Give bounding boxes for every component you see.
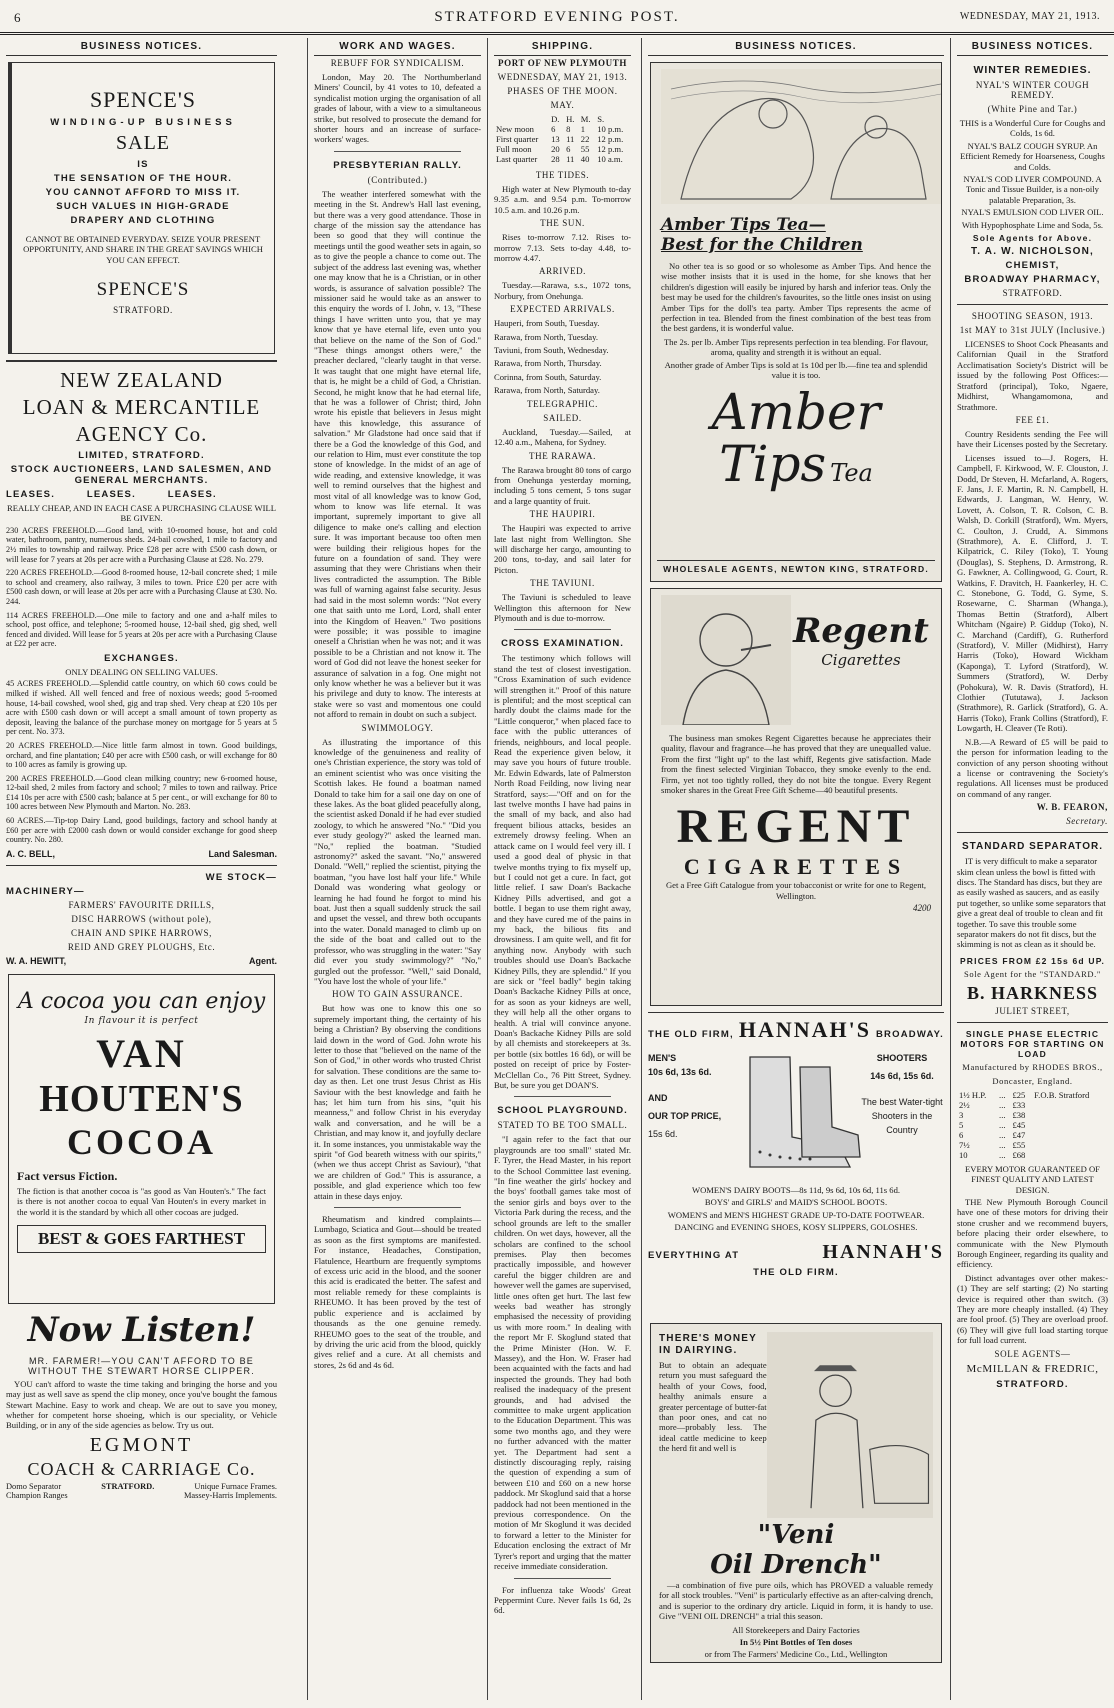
column-5	[950, 38, 1114, 1700]
veni-name-2: Oil Drench"	[710, 1550, 882, 1580]
broadway-pharmacy: BROADWAY PHARMACY,	[964, 274, 1101, 286]
winter-heading: WINTER REMEDIES.	[973, 64, 1092, 76]
winter-line: NYAL'S COD LIVER COMPOUND. A Tonic and Tissue Builder, is a non-oily palatable Preparation, 3s.	[963, 174, 1102, 205]
hewitt-agent: Agent.	[249, 955, 277, 966]
table-row	[957, 1150, 1108, 1160]
moon-cell: 28	[551, 154, 560, 164]
separator-sole: Sole Agent for the "STANDARD."	[964, 968, 1101, 979]
haupiri-body: The Haupiri was expected to arrive late last night from Wellington. She will discharge her cargo, amounting to 200 tons, to-day, and sail later for Picton.	[494, 523, 631, 575]
table-row	[494, 154, 631, 164]
motor-cell	[1032, 1100, 1108, 1110]
hewitt-name: W. A. HEWITT,	[6, 955, 67, 966]
rheumo-body: Rheumatism and kindred complaints—Lumbago, Sciatica and Gout—should be treated as soon as the first symptoms are manifested. For instance, Headaches, Constipation, Flatulence, Heartburn are frequently symptoms of excess uric acid in the blood, and the sooner this acid is eradicated the better. The safest and most reliable remedy for these complaints is RHEUMO. It has been proved by the test of public experience and is acclaimed by thousands as the one genuine remedy. RHEUMO goes to the seat of the trouble, and by driving the uric acid from the blood, quickly gives relief and a cure. At all chemists and stores, 2s 6d and 4s 6d.	[314, 1214, 481, 1370]
nzl-item: 230 ACRES FREEHOLD.—Good land, with 10-roomed house, hot and cold water, bathroom, pantry, numerous sheds. 24-bail cowshed, 1 mile to factory and 2½ miles to township and railway. Price £28 per acre with £500 cash down, or will lease for 7 years at 20s per acre with a Purchasing Clause at £28. No. 279.	[6, 525, 277, 564]
motor-cell: ...	[999, 1129, 1006, 1140]
table-row	[494, 124, 631, 134]
table-row	[957, 1130, 1108, 1140]
hannah-line: DANCING and EVENING SHOES, KOSY SLIPPERS, GOLOSHES.	[674, 1222, 918, 1233]
nicholson-chemist: CHEMIST,	[1005, 260, 1060, 272]
spence-name: SPENCE'S	[89, 87, 197, 112]
moon-cell: 6	[551, 124, 556, 134]
egmont-foot: Unique Furnace Frames.	[194, 1481, 277, 1491]
nzl-intro: REALLY CHEAP, AND IN EACH CASE A PURCHASING CLAUSE WILL BE GIVEN.	[7, 503, 276, 524]
vh-fact-body: The fiction is that another cocoa is "as good as Van Houten's." The fact is there is not another cocoa to equal Van Houten's in every market in the world it is the standard by which all other cocoas are judged.	[17, 1185, 266, 1217]
egmont-name-2: COACH & CARRIAGE Co.	[27, 1458, 256, 1479]
egmont-headline: MR. FARMER!—YOU CAN'T AFFORD TO BE WITHOUT THE STEWART HORSE CLIPPER.	[28, 1355, 255, 1376]
moon-cell: 6	[566, 144, 571, 154]
school-body: "I again refer to the fact that our playgrounds are too small" stated Mr. F. Tyrer, the Head Master, in his report to the School Committee last evening. "In fine weather the girls' hockey and the boys' football games take most of the senior girls and boys over to the Victoria Park during the recess, and the school grounds are left to the smaller children. On wet days, however, all the scholars are confined to the school premises. Play then becomes practically impossible, and however careful the bigger children are and however well the games are supervised, little ones often get hurt. The last few weeks bad weather has strongly emphasised the necessity of providing us with more room." In dealing with the report Mr F. Skoglund stated that the Prime Minister (Hon. W. F. Massey), and the Hon. W. Fraser had been acquainted with the facts and had inspected the grounds. They had both realised the inadequacy of the present grounds, and had advised the committee to make urgent application to the Education Department. This was some two months ago, and they were no further advanced with the matter yet. The Department had sent a distinctly discouraging reply, raising the question of expending a sum of between £10 and £60 on a new horse paddock. Mr Skoglund said that a horse paddock had not been mentioned in the previous correspondence. On the motion of Mr Skoglund it was decided to forward a letter to the Minister for Education enclosing the extract of Mr Tyrer's report and urging that the matter receive immediate consideration.	[494, 1134, 631, 1572]
regent-logo: Regent	[793, 611, 929, 651]
column-1	[0, 38, 283, 1700]
column-2	[307, 38, 487, 1700]
egmont-body: YOU can't afford to waste the time taking and bringing the horse and you may just as well save as spend the clip money, once you've bought the famous Stewart Machine. Easy to work and cheap. We are out to save you money, whether for competent horse shoeing, which is our speciality, or Vehicle Building, or in any of the side agencies as below. Try us out.	[6, 1378, 277, 1431]
harkness-name: B. HARKNESS	[966, 982, 1099, 1003]
presbyterian-body: The weather interfered somewhat with the meeting in the St. Andrew's Hall last evening, but there was a very good attendance. Those in charge of the mission say the attendance has been so good that they will continue the meetings until the good weather sets in again, so as to give the people a chance to come out. The subject of the address last evening was, whether one may know that he is a Christian, or in other words, is assurance of salvation possible? The missioner said he would take as an answer to this enquiry the words of I. John, v. 13, "These things I have written unto you, that ye may know that ye have eternal life, even unto you that believe on the name of the Son of God." "These things amongst others were," the preacher declared, "clearly taught in that verse. It was taught that one might have eternal life, that is, he might be a child of God, a Christian. Second, he might know that he had eternal life, that he was a follower of Christ; third, John wrote his epistle that believers in Jesus might have this knowledge, this assurance of salvation." Mr Gladstone had once said that if there be a God the knowledge of this God, and our relation to Him, must ever constitute the top stone of knowledge. In the midst of an age of wide reading, and extensive knowledge, it was well to remind ourselves that the highest and most vital of all knowledge was to know God, whom to know was life eternal. It was important, supremely important to give all diligence to make one's calling and election sure. It was important because too often men were building their religious hopes for the future on a foundation of sand. They were assuming that they were Christians when their lives contradicted the assumption. The Bible was full of warning against false security. Jesus had said in the most solemn words: "Not every one that saith unto me Lord, Lord, shall enter into the Kingdom of Heaven." Two positions were possible; it was possible to imagine oneself a Christian when he was not; and it was possible to be a Christian and not know it. The word of God did not leave the honest seeker for assurance of salvation in a fog. One might not only know whether he was a believer but it was his privilege and duty to know. The interests at stake were so vast and momentous one could not afford to remain in doubt on such a subject.	[314, 188, 481, 720]
motor-cell: 5	[959, 1119, 964, 1130]
hannah-and: AND	[648, 1093, 668, 1103]
moon-cell: 40	[580, 154, 590, 164]
hannah-top-price: OUR TOP PRICE,	[648, 1111, 722, 1121]
regent-num: 4200	[913, 903, 931, 914]
amber-agents: WHOLESALE AGENTS, NEWTON KING, STRATFORD.	[657, 560, 935, 574]
influenza-note: For influenza take Woods' Great Peppermint Cure. Never fails 1s 6d, 2s 6d.	[494, 1584, 631, 1616]
tips-logo: Tips	[719, 435, 827, 494]
motor-cell: 3	[959, 1109, 964, 1120]
sun-heading: THE SUN.	[540, 218, 585, 229]
moon-col-head: D.	[551, 114, 560, 124]
presbyterian-heading: PRESBYTERIAN RALLY.	[333, 159, 462, 171]
motor-cell: £33	[1012, 1099, 1026, 1110]
spence-line-4: DRAPERY AND CLOTHING	[70, 215, 216, 226]
motor-cell: 7½	[959, 1139, 970, 1150]
hannah-shooters: SHOOTERS	[876, 1053, 928, 1063]
regent-cigarettes: Cigarettes	[821, 651, 901, 669]
moon-cell: 55	[580, 144, 590, 154]
nzl-item: 45 ACRES FREEHOLD.—Splendid cattle country, on which 60 cows could be milked if wished. All well fenced and free of noxious weeds; good 5-roomed house, 14-bail cowshed, wool shed, gig and trap shed. Very cheap at £20 10s per acre with £500 cash down or will accept a small amount of town property as deposit, leaving the balance of the purchase money on mortgage for 5 years at 5 per cent. No. 373.	[6, 679, 277, 737]
amber-heading-2: Best for the Children	[661, 235, 863, 255]
amber-body: No other tea is so good or so wholesome as Amber Tips. And hence the wise mother insists that it is used in the home, for she knows that her children's digestion will easily be injured by harsh and inferior teas. Only the best may be used for the children's favourites, so the little ones insist on using Amber Tips for the doll's tea party. Amber Tips represents the acme of perfection in tea. Blended from the finest combination of the best teas from the best gardens, it is wonderful value.	[661, 261, 931, 334]
hannah-old-firm: THE OLD FIRM,	[648, 1029, 734, 1040]
expected-item: Rarawa, from North, Saturday.	[494, 385, 600, 396]
moon-cell: First quarter	[496, 134, 539, 144]
expected-item: Hauperi, from South, Tuesday.	[494, 318, 600, 329]
boots-illustration	[740, 1047, 864, 1179]
moon-cell: 11	[566, 154, 575, 164]
sailed-body: Auckland, Tuesday.—Sailed, at 12.40 a.m., Mahena, for Sydney.	[494, 426, 631, 448]
white-pine: (White Pine and Tar.)	[987, 104, 1078, 114]
now-listen: Now Listen!	[27, 1309, 256, 1350]
fearon-title: Secretary.	[1066, 816, 1108, 827]
nzl-only: ONLY DEALING ON SELLING VALUES.	[65, 666, 218, 677]
taviuni-body: The Taviuni is scheduled to leave Wellington this afternoon for New Plymouth and is due to-morrow.	[494, 592, 631, 623]
motors-sole: SOLE AGENTS—	[994, 1348, 1071, 1359]
moon-month: MAY.	[550, 100, 575, 110]
motor-cell: £68	[1012, 1149, 1026, 1160]
assurance-body: But how was one to know this one so supremely important thing, the certainty of his being a Christian? By observing the conditions laid down in the word of God. John wrote his letter to those that "believed on the name of the Son of God," in other words who trusted Christ for salvation. These conditions are the same to-day as then. Let one trust Jesus Christ as His Saviour with the best knowledge and faith he has; let him turn from his sins, "quit his meanness," and follow Christ in his everyday walk and conversation, and he will be a Christian, and may know it, and joyfully declare it. In some instances, you unmistakable way the spirit "of God beareth witness with our spirits," (when we thus accept Christ as Saviour), "that we are children of God." This is assurance, a possible, and glad experience which too few attain in these days enjoy.	[314, 1003, 481, 1201]
nzl-bell: A. C. BELL,	[6, 848, 55, 859]
motor-cell: £38	[1012, 1109, 1026, 1120]
hannah-old-firm-2: THE OLD FIRM.	[753, 1266, 839, 1278]
regent-big-2: CIGARETTES	[683, 854, 909, 880]
rarawa-heading: THE RARAWA.	[529, 450, 596, 461]
motor-cell: ...	[999, 1149, 1006, 1160]
nzl-leases: LEASES. LEASES. LEASES.	[6, 489, 217, 500]
egmont-ad	[6, 1310, 277, 1500]
spence-line-2: YOU CANNOT AFFORD TO MISS IT.	[45, 187, 241, 198]
sun-body: Rises to-morrow 7.12. Rises to-morrow 7.13. Sets to-day 4.48, to-morrow 4.47.	[494, 232, 631, 264]
hannah-name: HANNAH'S	[738, 1017, 871, 1042]
business-notices-header: BUSINESS NOTICES.	[6, 38, 277, 56]
column-4	[641, 38, 950, 1700]
motor-cell	[1032, 1130, 1108, 1140]
egmont-foot: Champion Ranges	[6, 1490, 68, 1500]
shipping-date: WEDNESDAY, MAY 21, 1913.	[497, 72, 628, 82]
nzl-limited: LIMITED, STRATFORD.	[78, 450, 205, 461]
hewitt-stock: WE STOCK—	[205, 871, 277, 883]
motor-cell: ...	[999, 1119, 1006, 1130]
van-houtens-ad	[8, 974, 275, 1304]
issue-date: WEDNESDAY, MAY 21, 1913.	[959, 11, 1100, 22]
motor-cell: ...	[999, 1109, 1006, 1120]
harkness-street: JULIET STREET,	[995, 1005, 1070, 1016]
motors-advantages: Distinct advantages over other makes:- (1) They are self starting; (2) No starting device is required other than switch. (3) They are more cheaply installed. (4) They are fool proof. (5) They are overload proof. (6) They will give full load starting torque for full load current.	[957, 1272, 1108, 1346]
nz-loan-ad	[6, 360, 277, 966]
motor-cell	[1032, 1110, 1108, 1120]
expected-item: Corinna, from South, Saturday.	[494, 371, 602, 382]
spence-is: IS	[137, 159, 149, 170]
veni-tail: —a combination of five pure oils, which has PROVED a valuable remedy for all stock troubles. "Veni" is particularly effective as an after-calving drench, and is superior to the ordinary dry article. Liquid in form, it is handy to use. Give "VENI OIL DRENCH" a trial this season.	[659, 1580, 933, 1622]
moon-cell: New moon	[496, 124, 534, 134]
haupiri-heading: THE HAUPIRI.	[529, 509, 596, 520]
nzl-title-1: NEW ZEALAND	[60, 368, 223, 392]
hannah-shooters-price: 14s 6d, 15s 6d.	[870, 1071, 934, 1081]
motor-cell: 2½	[959, 1099, 970, 1110]
motor-cell: £45	[1012, 1119, 1026, 1130]
expected-item: Rarawa, from North, Tuesday.	[494, 331, 598, 342]
mother-child-illustration	[661, 69, 942, 204]
motor-cell: 6	[959, 1129, 964, 1140]
veni-body: But to obtain an adequate return you must safeguard the health of your Cows, food, healthy animals ensure a greater percentage of butter-fat than poor ones, and cat no more—probably less. The ideal cattle medicine to keep the herd fit and well is	[659, 1360, 767, 1454]
fearon-name: W. B. FEARON,	[1036, 802, 1108, 813]
shipping-header: SHIPPING.	[494, 38, 631, 56]
spence-sale: SALE	[116, 132, 170, 154]
work-wages-header: WORK AND WAGES.	[314, 38, 481, 56]
masthead	[0, 0, 1114, 35]
shooting-dates: 1st MAY to 31st JULY (Inclusive.)	[959, 325, 1106, 336]
moon-cell: 12 p.m.	[597, 144, 624, 154]
regent-cigarettes-ad	[650, 588, 942, 1006]
nzl-item: 200 ACRES FREEHOLD.—Good clean milking country; new 6-roomed house, 12-bail shed, 2 miles from factory and school; 7 miles to town and railway. Price £14 10s per acre with £500 cash; balance at 5 per cent., or will exchange for 80 to 100 acres between New Plymouth and Marton. No. 283.	[6, 773, 277, 812]
school-sub: STATED TO BE TOO SMALL.	[497, 1120, 628, 1131]
work-wages-body: London, May 20. The Northumberland Miners' Council, by 41 votes to 10, defeated a syndicalist motion urging the organisation of all grades of labour, with a view to a simultaneous strike, but resolved to prosecute the demand for shorter hours and an increase of surface-workers' wages.	[314, 72, 481, 145]
telegraphic-heading: TELEGRAPHIC.	[527, 398, 598, 409]
nzl-bell-title: Land Salesman.	[208, 848, 277, 859]
hannah-name-2: HANNAH'S	[822, 1240, 944, 1263]
amber-logo: Amber	[711, 383, 881, 442]
vh-script: A cocoa you can enjoy	[17, 988, 266, 1014]
spence-sub: WINDING-UP BUSINESS	[50, 117, 236, 128]
moon-cell: 13	[551, 134, 560, 144]
moon-col-head: S.	[597, 114, 605, 124]
moon-cell: 8	[566, 124, 571, 134]
hewitt-item: REID AND GREY PLOUGHS, Etc.	[67, 941, 216, 952]
sole-agents: Sole Agents for Above.	[972, 233, 1093, 244]
separator-heading: STANDARD SEPARATOR.	[961, 841, 1104, 853]
business-man-illustration	[661, 595, 791, 725]
shooting-nb: N.B.—A Reward of £5 will be paid to the person for information leading to the conviction of any person shooting without a license or contravening the Society's regulations. All licenses must be produced on command of any ranger.	[957, 736, 1108, 799]
moon-cell: Last quarter	[496, 154, 538, 164]
motors-place: Doncaster, England.	[992, 1075, 1073, 1086]
moon-col-head	[494, 114, 549, 124]
hannah-line: WOMEN'S and MEN'S HIGHEST GRADE UP-TO-DATE FOOTWEAR.	[667, 1209, 925, 1220]
separator-body: IT is very difficult to make a separator skim clean unless the bowl is fitted with discs. The Standard has discs, but they are as easily washed as saucers, and as easily put together, so unlike some separators that give a great deal of trouble to clean and fit together. To save this trouble some separator makers do not fit discs, but the skimming is not as clean as it should be.	[957, 856, 1106, 950]
egmont-name-1: EGMONT	[89, 1433, 194, 1456]
motor-cell	[1032, 1120, 1108, 1130]
shooting-body-2: Country Residents sending the Fee will have their Licenses posted by the Secretary.	[957, 428, 1108, 450]
nzl-item: 20 ACRES FREEHOLD.—Nice little farm almost in town. Good buildings, orchard, and fine plantation; £40 per acre with £500 cash, or will exchange for 80 to 100 acres as family is growing up.	[6, 740, 277, 770]
spence-name-2: SPENCE'S	[96, 279, 190, 301]
moon-cell: 1	[580, 124, 586, 134]
moon-cell: 20	[551, 144, 560, 154]
motors-town: STRATFORD.	[996, 1378, 1069, 1390]
winter-line: NYAL'S BALZ COUGH SYRUP. An Efficient Remedy for Hoarseness, Coughs and Colds.	[960, 140, 1105, 172]
table-row	[494, 134, 631, 144]
vh-cocoa: COCOA	[67, 1121, 216, 1162]
motor-cell: 10	[959, 1149, 968, 1160]
farmer-cow-illustration	[767, 1330, 933, 1520]
moon-cell: 10 p.m.	[597, 124, 624, 134]
table-row	[957, 1090, 1108, 1100]
sailed-heading: SAILED.	[543, 412, 582, 423]
regent-small: Get a Free Gift Catalogue from your tobacconist or write for one to Regent, Wellington.	[665, 880, 927, 901]
nzl-title-2: LOAN & MERCANTILE	[22, 395, 261, 419]
motor-cell: ...	[999, 1099, 1006, 1110]
veni-oil-drench-ad	[650, 1323, 942, 1663]
spence-body: CANNOT BE OBTAINED EVERYDAY. SEIZE YOUR PRESENT OPPORTUNITY, AND SHARE IN THE GREAT SAVINGS WHICH YOU CAN EFFECT.	[23, 234, 263, 265]
amber-small: The 2s. per lb. Amber Tips represents perfection in tea blending. For flavour, aroma, quality and strength it is without an equal.	[663, 336, 929, 358]
tides-body: High water at New Plymouth to-day 9.35 a.m. and 9.54 p.m. To-morrow 10.5 a.m. and 10.26 p.m.	[494, 184, 631, 215]
column-3	[487, 38, 637, 1700]
hewitt-item: DISC HARROWS (without pole),	[71, 913, 212, 924]
newspaper-title: STRATFORD EVENING POST.	[434, 9, 680, 25]
motor-cell: ...	[999, 1139, 1006, 1150]
moon-phases: PHASES OF THE MOON.	[507, 86, 618, 96]
hannah-broadway: BROADWAY.	[875, 1029, 944, 1040]
moon-cell: 22	[580, 134, 590, 144]
veni-from: or from The Farmers' Medicine Co., Ltd., Wellington	[704, 1649, 888, 1660]
hannah-line: WOMEN'S DAIRY BOOTS—8s 11d, 9s 6d, 10s 6d, 11s 6d.	[691, 1185, 901, 1195]
veni-name-1: "Veni	[757, 1520, 835, 1550]
motor-cell: £47	[1012, 1129, 1026, 1140]
moon-col-head: H.	[566, 114, 575, 124]
amber-tips-ad	[650, 62, 942, 582]
motor-cell	[1032, 1140, 1108, 1150]
taviuni-heading: THE TAVIUNI.	[530, 578, 595, 589]
moon-col-head: M.	[580, 114, 591, 124]
spence-line-1: THE SENSATION OF THE HOUR.	[53, 173, 233, 184]
moon-cell: 12 p.m.	[597, 134, 624, 144]
expected-item: Rarawa, from North, Thursday.	[494, 358, 602, 369]
vh-subtitle: In flavour it is perfect	[84, 1015, 199, 1026]
amber-heading-1: Amber Tips Tea—	[661, 215, 826, 235]
moon-cell: Full moon	[496, 144, 532, 154]
motor-cell: 1½ H.P.	[959, 1089, 987, 1100]
shooting-body: LICENSES to Shoot Cock Pheasants and Californian Quail in the Stratford Acclimatisation Society's District will be issued by the following Post Offices:— Stratford (principal), Toko, Ngaere, Midhirst, Whangamomona, and Strathmore.	[957, 339, 1108, 412]
assurance-heading: HOW TO GAIN ASSURANCE.	[332, 989, 463, 1000]
tides-heading: THE TIDES.	[535, 170, 590, 180]
nicholson-name: T. A. W. NICHOLSON,	[971, 246, 1094, 258]
port-name: PORT OF NEW PLYMOUTH	[498, 58, 627, 68]
hannah-mens: MEN'S	[648, 1053, 677, 1063]
winter-line: NYAL'S EMULSION COD LIVER OIL.	[961, 207, 1104, 218]
spence-line-3: SUCH VALUES IN HIGH-GRADE	[56, 201, 230, 212]
swimmology-heading: SWIMMOLOGY.	[361, 722, 434, 733]
motors-heading: SINGLE PHASE ELECTRIC MOTORS FOR STARTING ON LOAD	[960, 1028, 1105, 1059]
expected-heading: EXPECTED ARRIVALS.	[510, 304, 615, 315]
table-row	[957, 1120, 1108, 1130]
nzl-title-3: AGENCY Co.	[75, 422, 208, 446]
nzl-item: 60 ACRES.—Tip-top Dairy Land, good buildings, factory and school handy at £60 per acre with £2000 cash down or would consider exchange for good sheep country. No. 280.	[6, 816, 277, 845]
nzl-item: 114 ACRES FREEHOLD.—One mile to factory and one and a-half miles to school, post office, and telephone; 5-roomed house, 12-bail shed, gig shed, well fenced and divided. Will lease for 5 years at 20s per acre with a Purchasing Clause at £22 per acre.	[6, 610, 277, 649]
business-notices-header: BUSINESS NOTICES.	[957, 38, 1108, 56]
motor-cell: F.O.B. Stratford	[1034, 1089, 1090, 1100]
rarawa-body: The Rarawa brought 80 tons of cargo from Onehunga yesterday morning, including 5 tons cement, 5 tons sugar and a large quantity of fruit.	[494, 464, 631, 506]
winter-line: With Hypophosphate Lime and Soda, 5s.	[961, 219, 1104, 230]
motors-table	[957, 1090, 1108, 1160]
motor-cell: £25	[1012, 1089, 1026, 1100]
hannah-line: BOYS' and GIRLS' and MAID'S SCHOOL BOOTS.	[704, 1197, 888, 1208]
shooting-fee: FEE £1.	[1015, 414, 1050, 425]
hannahs-ad	[648, 1012, 944, 1317]
motor-cell: £55	[1012, 1139, 1026, 1150]
cross-exam-heading: CROSS EXAMINATION.	[501, 638, 624, 650]
hannah-top-price-value: 15s 6d.	[648, 1129, 678, 1139]
motors-maker: Manufactured by RHODES BROS.,	[962, 1061, 1103, 1072]
presbyterian-sub: (Contributed.)	[367, 174, 428, 185]
business-notices-header: BUSINESS NOTICES.	[648, 38, 944, 56]
tea-logo: Tea	[830, 459, 873, 488]
moon-table	[494, 114, 631, 164]
hewitt-machinery: MACHINERY—	[6, 885, 85, 897]
hannah-mens-price: 10s 6d, 13s 6d.	[648, 1067, 712, 1077]
regent-big: REGENT	[676, 800, 916, 854]
school-heading: SCHOOL PLAYGROUND.	[497, 1105, 628, 1117]
motor-cell: ...	[999, 1089, 1006, 1100]
veni-heading: THERE'S MONEY IN DAIRYING.	[659, 1333, 757, 1356]
vh-van: VAN	[96, 1030, 187, 1076]
table-row	[957, 1140, 1108, 1150]
moon-cell: 11	[566, 134, 575, 144]
hewitt-item: CHAIN AND SPIKE HARROWS,	[71, 927, 212, 938]
vh-fact: Fact versus Fiction.	[17, 1168, 118, 1183]
veni-bottles: In 5½ Pint Bottles of Ten doses	[739, 1637, 853, 1648]
shooting-licensees: Licenses issued to—J. Rogers, H. Campbell, F. Kirkwood, W. F. Clouston, J. Dodd, Dr Steven, H. Mcfarland, A. Rogers, F. Jans, J. F. Martin, R. N. Campbell, H. Edwards, J. Langman, W. Henry, W. Lovett, A. Colson, T. R. Colson, C. B. Walsh, D. Corkill (Stratford), Wm. Myers, C. Coulton, J. Crudd, A. Simmons (Strathmore), A. E. Clifford, J. T. Kilpatrick, C. Riley (Toko), T. Young (Douglas), S. Stephens, D. Armstrong, R. G. Fawkner, A. Collingwood, G. Court, R. Watkins, F. Dravitch, H. Faankerley, H. C. C. Stonebone, G. Todd, G. Syme, S. Rosewarne, C. Sharman (Whanga.), Thomas Bettin (Stratford), Albert Whitcham (Ngaire) P. Giddup (Toko), N. C. Marchand (Cardiff), G. Rutherford (Stratford), V. Miller (Midhirst), Harry Harris (Toko), Howard Wickham (Kaponga), T. Lyford (Stratford), W. Summers (Stratford), W. Derby (Pohokura), W. R. Davis (Stratford), H. Clothier (Tututawa), J. Jackson (Strathmore), R. Garlick (Stratford), G. A. Harris (Toko), Frank Collins (Stratford), F. Lowgarth, H. Cleaver (Te Roti).	[957, 452, 1108, 734]
separator-prices: PRICES FROM £2 15s 6d UP.	[959, 955, 1106, 966]
table-row	[494, 144, 631, 154]
nyal-heading: NYAL'S WINTER COUGH REMEDY.	[975, 80, 1090, 100]
vh-houtens: HOUTEN'S	[39, 1077, 244, 1120]
motors-firm: McMILLAN & FREDRIC,	[966, 1362, 1099, 1375]
table-row	[957, 1110, 1108, 1120]
table-row	[957, 1100, 1108, 1110]
nzl-item: 220 ACRES FREEHOLD.—Good 8-roomed house, 12-bail concrete shed; 1 mile to school and creamery, also railway, 3 miles to town. Price £20 per acre with £500 cash down, or will lease at 20s per acre with a Purchasing Clause at £30. No. 244.	[6, 568, 277, 606]
spence-ad	[8, 62, 275, 354]
veni-stock: All Storekeepers and Dairy Factories	[732, 1624, 860, 1635]
arrived-heading: ARRIVED.	[538, 266, 587, 277]
arrived-body: Tuesday.—Rarawa, s.s., 1072 tons, Norbury, from Onehunga.	[494, 280, 631, 301]
hannah-best-water: The best Water-tight Shooters in the Country	[861, 1097, 943, 1135]
hewitt-item: FARMERS' FAVOURITE DRILLS,	[68, 899, 215, 910]
amber-small-2: Another grade of Amber Tips is sold at 1s 10d per lb.—fine tea and splendid value it is too.	[664, 359, 928, 381]
page-number: 6	[14, 10, 21, 25]
egmont-foot: Domo Separator	[6, 1481, 62, 1491]
nzl-exchanges: EXCHANGES.	[104, 652, 179, 664]
cross-exam-body: The testimony which follows will stand the test of closest investigation. "Cross Examination of such evidence will strengthen it." Proof of this nature is plentiful; and the most sceptical can hardly doubt the claims made for the "Little conqueror," when placed face to face with the public utterances of friends, neighbours, and local people. Read the experience given below, it may save you hours of future trouble. Mr. Edwin Edwards, late of Palmerston North Road Feilding, now living near Stratford, says:—"Off and on for the last twelve months I have had pains in the small of my back, and also had frequent bilious attacks, besides an extremely drowsy feeling. When an attack came on I would feel very ill. I used a good deal of physic in that twelve months trying to fix myself up, but I could not get a cure. In fact, got little relief. I saw Doan's Backache Kidney Pills advertised, and got a bottle. I began to use them right away, and they have cured me of the pains in my back, the bilious fits and drowsiness. I am quite well, and fit for anything now. Anybody with such troubles should use Doan's Backache Kidney Pills, they are splendid." If you are sick or "feel badly" begin taking Doan's Backache Kidney Pills at once, for as soon as your kidneys are well, they will help all the other organs to health. A trial will convince anyone. Doan's Backache Kidney Pills are sold by all chemists and storekeepers at 3s. per bottle (six bottles 16 6d), or will be posted on receipt of price by Foster-McClellan Co., 76 Pitt Street, Sydney. But, be sure you get DOAN'S.	[494, 653, 631, 1091]
work-wages-sub: REBUFF FOR SYNDICALISM.	[330, 58, 465, 68]
motors-guarantee: EVERY MOTOR GUARANTEED OF FINEST QUALITY AND LATEST DESIGN.	[965, 1163, 1100, 1195]
motors-body: THE New Plymouth Borough Council have one of these motors for driving their stone crusher and we recommend buyers, before placing their order elsewhere, to communicate with the New Plymouth Borough Engineer, regarding its quality and efficiency.	[957, 1197, 1108, 1270]
regent-body: The business man smokes Regent Cigarettes because he appreciates their quality, flavour and fragrance—he has proved that they are unequalled value. From the first "light up" to the last whiff, Regents give satisfaction. Made from the finest selected Virginian Tobacco, they smoke evenly to the end. Firm, yet not too tightly rolled, they do not bite the tongue. Every Regent smoker shares in the Great Free Gift Scheme—40 beautiful presents.	[661, 733, 931, 796]
hannah-everything: EVERYTHING AT	[648, 1249, 740, 1261]
shooting-heading: SHOOTING SEASON, 1913.	[971, 311, 1094, 322]
moon-cell: 10 a.m.	[597, 154, 623, 164]
winter-line: THIS is a Wonderful Cure for Coughs and Colds, 1s 6d.	[959, 118, 1106, 139]
vh-best: BEST & GOES FARTHEST	[17, 1225, 266, 1253]
nicholson-town: STRATFORD.	[1002, 288, 1063, 299]
swimmology-body: As illustrating the importance of this knowledge of the genuineness and reality of one's Christian experience, the story was told of an eminent scientist who was once visiting the Scottish lakes. He found a boatman named Donald to take him for a sail one day on one of these lakes. As the boat glided peacefully along, the scientist asked Donald if he had ever studied zoology, to which he answered "No." "Did you ever study geology?" asked the learned man. "No," replied the boatman. "Studied astronomy?" asked the savant. "No," answered Donald. "Well," replied the scientist, pitying the boatman, "you have lost half your life." While Donald was wondering what geology or learning he had found he forgot to mind his boat. Just then a squall suddenly struck the sail and upset the vessel, and threw both occupants into the water. Donald managed to climb up on the side of the boat and called out to the professor, who was struggling in the water: "Say did ever you study swimmology?" "No," gurgled out the professor. "Well," said Donald, "You have lost the whole of your life."	[314, 736, 481, 986]
egmont-foot: STRATFORD.	[101, 1481, 155, 1491]
egmont-foot: Massey-Harris Implements.	[183, 1490, 277, 1500]
spence-town: STRATFORD.	[113, 305, 173, 316]
motor-cell	[1032, 1150, 1108, 1160]
expected-item: Taviuni, from South, Wednesday.	[494, 345, 609, 356]
nzl-trades: STOCK AUCTIONEERS, LAND SALESMEN, AND GENERAL MERCHANTS.	[10, 464, 273, 486]
